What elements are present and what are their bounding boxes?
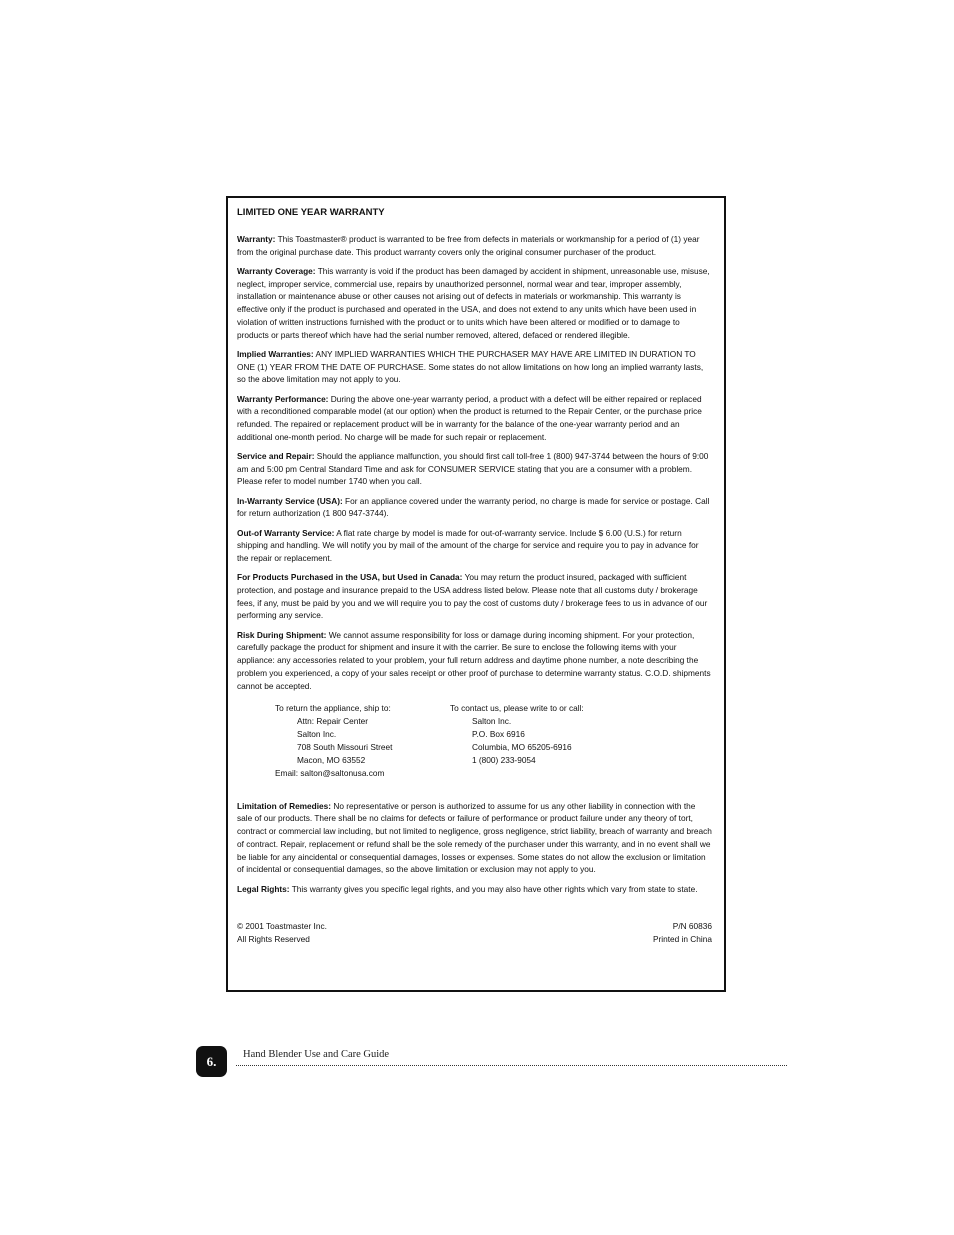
paragraph-text: This warranty gives you specific legal rights, and you may also have other rights which vary from state to state. [289, 883, 698, 894]
printed-in: Printed in China [652, 934, 712, 945]
paragraph-heading: In-Warranty Service (USA): [237, 495, 343, 506]
ship-email: Email: salton@saltonusa.com [275, 767, 385, 778]
page-number-badge: 6. [196, 1046, 227, 1077]
in-warranty-service-paragraph [237, 495, 712, 520]
paragraph-text: ANY IMPLIED WARRANTIES WHICH THE PURCHASER MAY HAVE ARE LIMITED IN DURATION TO ONE (1) YEAR FROM THE DATE OF PURCHASE. Some states do not allow limitations on how long an implied warranty lasts, so the above limitation may not apply to you. [237, 348, 704, 385]
contact-intro: To contact us, please write to or call: [450, 703, 584, 714]
warranty-coverage-paragraph [237, 265, 712, 341]
ship-attn: Attn: Repair Center [297, 716, 369, 727]
out-of-warranty-paragraph [237, 527, 712, 565]
service-repair-paragraph [237, 450, 712, 488]
footer-left [237, 920, 327, 946]
ship-company: Salton Inc. [297, 729, 337, 740]
legal-rights-paragraph [237, 883, 712, 896]
ship-street: 708 South Missouri Street [297, 741, 393, 752]
contact-company: Salton Inc. [472, 716, 512, 727]
warranty-title: LIMITED ONE YEAR WARRANTY [237, 207, 385, 218]
warranty-box [226, 196, 726, 992]
risk-shipment-paragraph [237, 629, 712, 693]
paragraph-heading: Risk During Shipment: [237, 629, 327, 640]
contact-city: Columbia, MO 65205-6916 [472, 741, 572, 752]
paragraph-text: A flat rate charge by model is made for out-of-warranty service. Include $ 6.00 (U.S.) for return shipping and handling. We will notify you by mail of the amount of the charge for service and require you to pay in advance for the repair or replacement. [237, 527, 699, 564]
warranty-paragraph [237, 233, 712, 258]
contact-po-box: P.O. Box 6916 [472, 729, 525, 740]
paragraph-heading: Legal Rights: [237, 883, 290, 894]
implied-warranties-paragraph [237, 348, 712, 386]
part-number: P/N 60836 [672, 921, 712, 932]
limitation-remedies-paragraph [237, 800, 712, 876]
warranty-performance-paragraph [237, 393, 712, 444]
contact-address [450, 702, 712, 779]
canada-paragraph [237, 571, 712, 622]
guide-title: Hand Blender Use and Care Guide [243, 1049, 390, 1060]
contact-phone: 1 (800) 233-9054 [472, 754, 536, 765]
paragraph-heading: Service and Repair: [237, 450, 315, 461]
paragraph-text: This warranty is void if the product has been damaged by accident in shipment, unreasonable use, misuse, neglect, improper service, commercial use, repairs by unauthorized personnel, normal wear and tear, improper assembly, installation or maintenance abuse or other causes not arising out of defects in materials or workmanship. This warranty is effective only if the product is purchased and operated in the USA, and does not extend to any units which have been used in violation of written instructions furnished with the product or to units which have been altered or modified or to damage to products or parts thereof which have had the serial number removed, altered, defaced or rendered illegible. [237, 266, 710, 340]
ship-intro: To return the appliance, ship to: [275, 703, 391, 714]
ship-to-address [237, 702, 450, 779]
rights-reserved: All Rights Reserved [237, 934, 310, 945]
paragraph-heading: Implied Warranties: [237, 348, 314, 359]
dotted-divider [236, 1065, 787, 1066]
footer-right [653, 920, 712, 946]
paragraph-heading: Warranty Coverage: [237, 266, 316, 276]
paragraph-text: You may return the product insured, packaged with sufficient protection, and postage and insurance prepaid to the USA address listed below. Please note that all customs duty / brokerage fees, if any, must be paid by you and we will require you to pay the cost of customs duty / brokerage fees to us in advance of our performing any service. [237, 572, 708, 621]
paragraph-text: For an appliance covered under the warranty period, no charge is made for service or postage. Call for return authorization (1 800 947-3744). [237, 495, 710, 519]
copyright: © 2001 Toastmaster Inc. [237, 921, 327, 932]
paragraph-text: We cannot assume responsibility for loss or damage during incoming shipment. For your protection, carefully package the product for shipment and insure it with the carrier. Be sure to enclose the following items with your appliance: any accessories related to your problem, your full return address and daytime phone number, a note describing the problem you experienced, a copy of your sales receipt or other proof of purchase to determine warranty status. C.O.D. shipments cannot be accepted. [237, 629, 711, 691]
ship-city: Macon, MO 63552 [297, 754, 366, 765]
paragraph-heading: Warranty: [237, 234, 276, 244]
address-block [237, 702, 712, 779]
paragraph-text: No representative or person is authorized to assume for us any other liability in connection with the sale of our products. There shall be no claims for defects or failure of performance or product failure under any theory of tort, contract or commercial law including, but not limited to negligence, gross negligence, strict liability, breach of warranty and breach of contract. Repair, replacement or refund shall be the sole remedy of the purchaser under this warranty, and in no event shall we be liable for any aincidental or consequential damages, losses or expenses. Some states do not allow the exclusion or limitation of incidental or consequential damages, so the above limitation or exclusion may not apply to you. [237, 800, 712, 875]
paragraph-heading: Out-of Warranty Service: [237, 527, 335, 538]
paragraph-heading: Warranty Performance: [237, 393, 329, 404]
paragraph-text: Should the appliance malfunction, you should first call toll-free 1 (800) 947-3744 between the hours of 9:00 am and 5:00 pm Central Standard Time and ask for CONSUMER SERVICE stating that you are a consumer with a problem. Please refer to model number 1740 when you call. [237, 450, 709, 487]
paragraph-heading: For Products Purchased in the USA, but Used in Canada: [237, 572, 463, 583]
warranty-footer [237, 920, 712, 946]
paragraph-text: This Toastmaster® product is warranted to be free from defects in materials or workmanship for a period of (1) year from the original purchase date. This product warranty covers only the original consumer purchaser of the product. [237, 234, 700, 257]
paragraph-heading: Limitation of Remedies: [237, 800, 332, 811]
paragraph-text: During the above one-year warranty period, a product with a defect will be either repaired or replaced with a reconditioned comparable model (at our option) when the product is returned to the Repair Center, or the purchase price refunded. The repaired or replacement product will be in warranty for the balance of the one-year warranty period and an additional one-month period. No charge will be made for such repair or replacement. [237, 393, 702, 442]
